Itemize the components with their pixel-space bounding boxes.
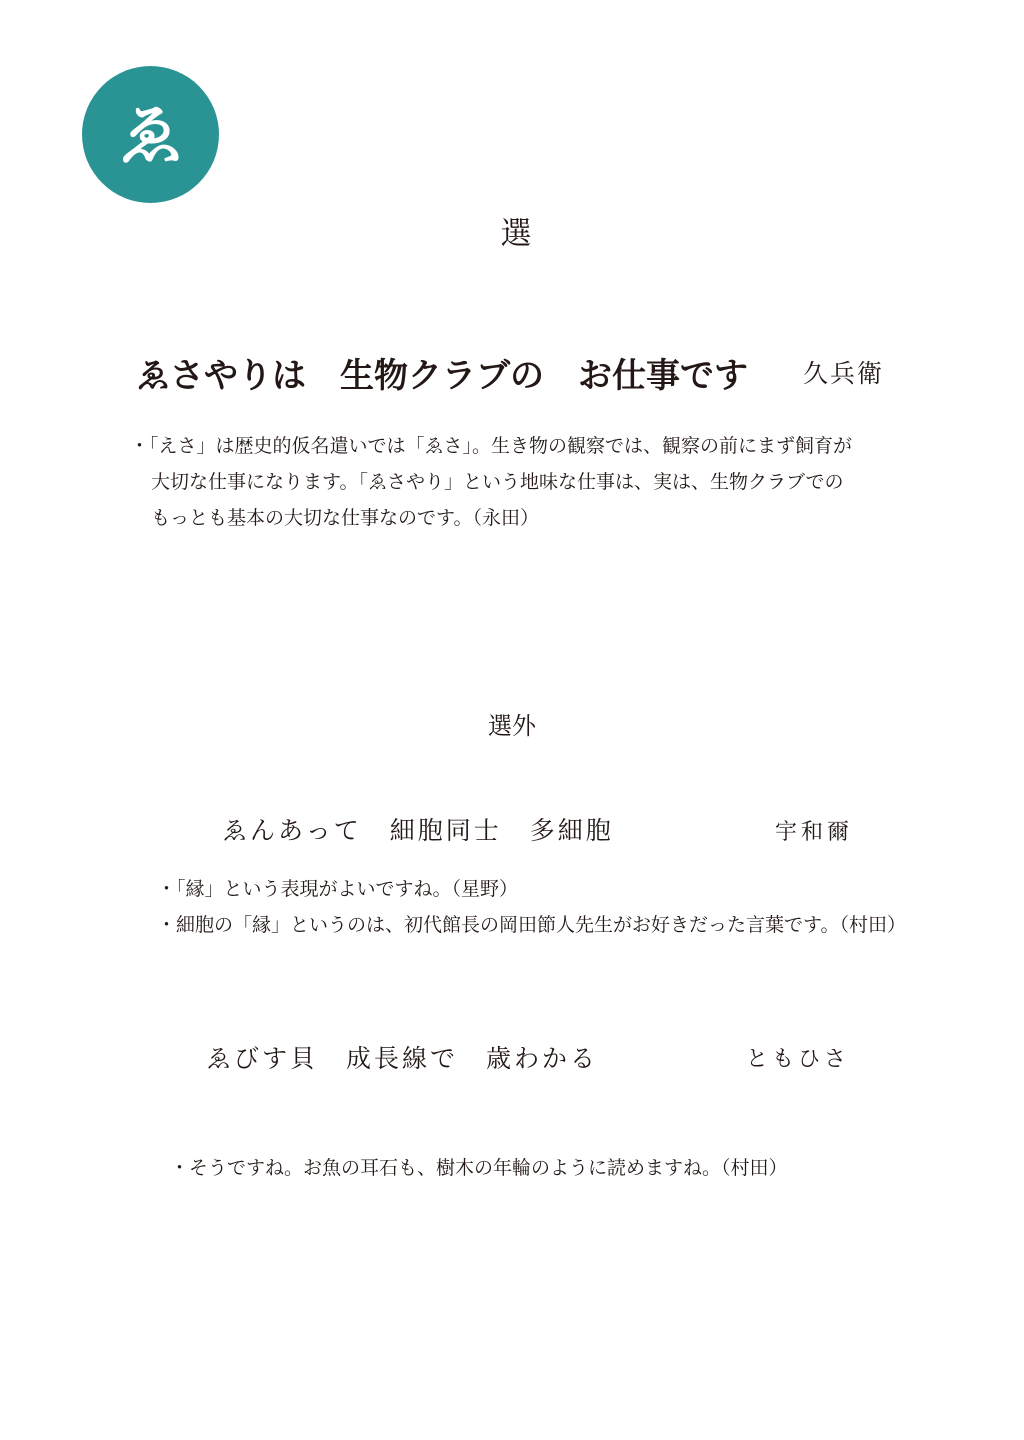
kana-badge xyxy=(82,66,219,203)
badge-character: ゑ xyxy=(117,95,184,174)
comment-line: ・そうですね。お魚の耳石も、樹木の年輪のように読めますね。（村田） xyxy=(170,1157,788,1179)
selected-comment-line: 大切な仕事になります。「ゑさやり」という地味な仕事は、実は、生物クラブでの xyxy=(151,471,844,493)
other-haiku-2-author: ともひさ xyxy=(746,1047,851,1072)
other-haiku-2-text: ゑびす貝 成長線で 歳わかる xyxy=(206,1044,599,1073)
selected-haiku-text: ゑさやりは 生物クラブの お仕事です xyxy=(136,356,748,396)
other-haiku-1-comments xyxy=(157,871,906,943)
other-haiku-1-text: ゑんあって 細胞同士 多細胞 xyxy=(222,816,614,845)
heading-other: 選外 xyxy=(488,712,536,740)
selected-comment xyxy=(130,428,852,536)
heading-selected: 選 xyxy=(500,216,532,252)
selected-comment-line: ・「えさ」は歴史的仮名遣いでは「ゑさ」。生き物の観察では、観察の前にまず飼育が xyxy=(130,435,853,457)
comment-line: ・細胞の「縁」というのは、初代館長の岡田節人先生がお好きだった言葉です。（村田） xyxy=(157,914,906,936)
comment-line: ・「縁」という表現がよいですね。（星野） xyxy=(157,878,519,900)
selected-haiku-author: 久兵衛 xyxy=(803,359,885,388)
selected-comment-line: もっとも基本の大切な仕事なのです。（永田） xyxy=(151,507,539,529)
other-haiku-2-comments xyxy=(170,1150,788,1186)
other-haiku-1-author: 宇和爾 xyxy=(775,820,854,845)
